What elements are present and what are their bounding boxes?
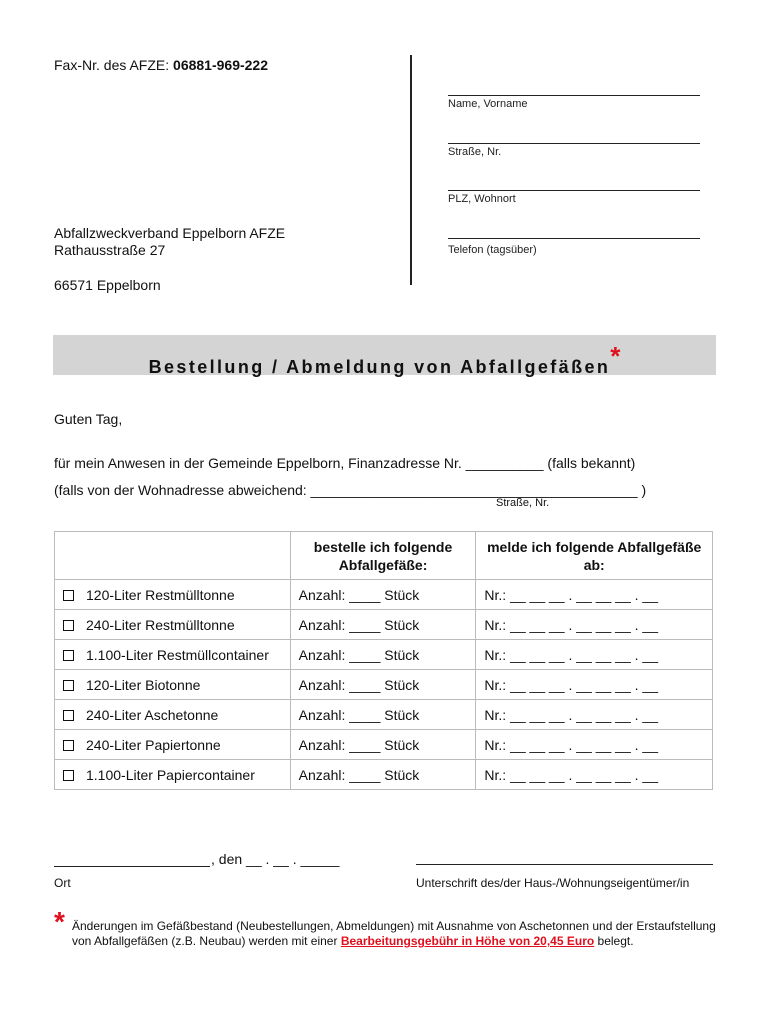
table-row <box>55 670 713 700</box>
page-title <box>53 341 716 380</box>
fax-line <box>54 57 268 73</box>
signature-label: Unterschrift des/der Haus-/Wohnungseigentümer/in <box>416 876 690 890</box>
cancel-cell[interactable]: Nr.: __ __ __ . __ __ __ . __ <box>476 610 713 640</box>
order-cell[interactable]: Anzahl: ____ Stück <box>290 640 476 670</box>
city-field-line[interactable] <box>448 190 700 191</box>
footnote-end: belegt. <box>594 934 634 948</box>
recipient-org: Abfallzweckverband Eppelborn AFZE <box>54 225 286 241</box>
order-cell[interactable]: Anzahl: ____ Stück <box>290 580 476 610</box>
header-cancel: melde ich folgende Abfallgefäße ab: <box>476 532 713 580</box>
city-field-label: PLZ, Wohnort <box>448 193 516 205</box>
date-text: , den __ . __ . _____ <box>211 851 340 867</box>
table-row <box>55 760 713 790</box>
order-cell[interactable]: Anzahl: ____ Stück <box>290 610 476 640</box>
fee-text: Bearbeitungsgebühr in Höhe von 20,45 Euro <box>340 934 595 948</box>
cancel-cell[interactable]: Nr.: __ __ __ . __ __ __ . __ <box>476 760 713 790</box>
header-empty <box>55 532 291 580</box>
header-order: bestelle ich folgende Abfallgefäße: <box>290 532 476 580</box>
address-line-1: für mein Anwesen in der Gemeinde Eppelborn, Finanzadresse Nr. __________ (falls bekannt) <box>54 455 636 471</box>
page-title-text: Bestellung / Abmeldung von Abfallgefäßen <box>148 357 611 377</box>
cancel-cell[interactable]: Nr.: __ __ __ . __ __ __ . __ <box>476 640 713 670</box>
footnote-text: Änderungen im Gefäßbestand (Neubestellungen, Abmeldungen) mit Ausnahme von Aschetonnen und der Erstaufstellung von Abfallgefäßen (z.B. Neubau) werden mit einer <box>72 919 716 948</box>
table-row <box>55 640 713 670</box>
table-row <box>55 700 713 730</box>
cancel-cell[interactable]: Nr.: __ __ __ . __ __ __ . __ <box>476 580 713 610</box>
cancel-cell[interactable]: Nr.: __ __ __ . __ __ __ . __ <box>476 700 713 730</box>
item-label: 1.100-Liter Papiercontainer <box>86 766 255 783</box>
footnote-asterisk-icon: * <box>54 906 65 937</box>
greeting: Guten Tag, <box>54 411 123 427</box>
item-label: 240-Liter Aschetonne <box>86 706 219 723</box>
place-line[interactable] <box>54 866 210 867</box>
order-cell[interactable]: Anzahl: ____ Stück <box>290 670 476 700</box>
table-row <box>55 580 713 610</box>
table-row <box>55 730 713 760</box>
recipient-city: 66571 Eppelborn <box>54 277 161 293</box>
checkbox[interactable] <box>63 590 74 601</box>
container-table <box>54 531 713 790</box>
phone-field-line[interactable] <box>448 238 700 239</box>
recipient-street: Rathausstraße 27 <box>54 242 166 258</box>
checkbox[interactable] <box>63 680 74 691</box>
item-cell <box>55 610 291 640</box>
table-header-row <box>55 532 713 580</box>
item-label: 120-Liter Biotonne <box>86 676 201 693</box>
address-line-2-caption: Straße, Nr. <box>496 497 550 509</box>
item-label: 1.100-Liter Restmüllcontainer <box>86 646 269 663</box>
item-label: 240-Liter Restmülltonne <box>86 616 235 633</box>
name-field-line[interactable] <box>448 95 700 96</box>
table-row <box>55 610 713 640</box>
item-cell <box>55 580 291 610</box>
cancel-cell[interactable]: Nr.: __ __ __ . __ __ __ . __ <box>476 670 713 700</box>
fax-label: Fax-Nr. des AFZE: <box>54 57 170 73</box>
fax-number: 06881-969-222 <box>173 57 269 73</box>
street-field-line[interactable] <box>448 143 700 144</box>
checkbox[interactable] <box>63 620 74 631</box>
order-cell[interactable]: Anzahl: ____ Stück <box>290 730 476 760</box>
cancel-cell[interactable]: Nr.: __ __ __ . __ __ __ . __ <box>476 730 713 760</box>
item-cell <box>55 760 291 790</box>
checkbox[interactable] <box>63 650 74 661</box>
item-label: 120-Liter Restmülltonne <box>86 586 235 603</box>
asterisk-icon: * <box>610 341 621 371</box>
order-cell[interactable]: Anzahl: ____ Stück <box>290 700 476 730</box>
signature-line[interactable] <box>416 864 713 865</box>
name-field-label: Name, Vorname <box>448 98 528 110</box>
order-cell[interactable]: Anzahl: ____ Stück <box>290 760 476 790</box>
footnote <box>72 919 722 949</box>
checkbox[interactable] <box>63 770 74 781</box>
item-cell <box>55 700 291 730</box>
checkbox[interactable] <box>63 710 74 721</box>
phone-field-label: Telefon (tagsüber) <box>448 244 537 256</box>
divider-vertical <box>410 55 412 285</box>
street-field-label: Straße, Nr. <box>448 146 502 158</box>
place-label: Ort <box>54 876 71 890</box>
address-line-2: (falls von der Wohnadresse abweichend: __________________________________________ ) <box>54 482 647 498</box>
item-label: 240-Liter Papiertonne <box>86 736 221 753</box>
item-cell <box>55 640 291 670</box>
checkbox[interactable] <box>63 740 74 751</box>
item-cell <box>55 670 291 700</box>
item-cell <box>55 730 291 760</box>
